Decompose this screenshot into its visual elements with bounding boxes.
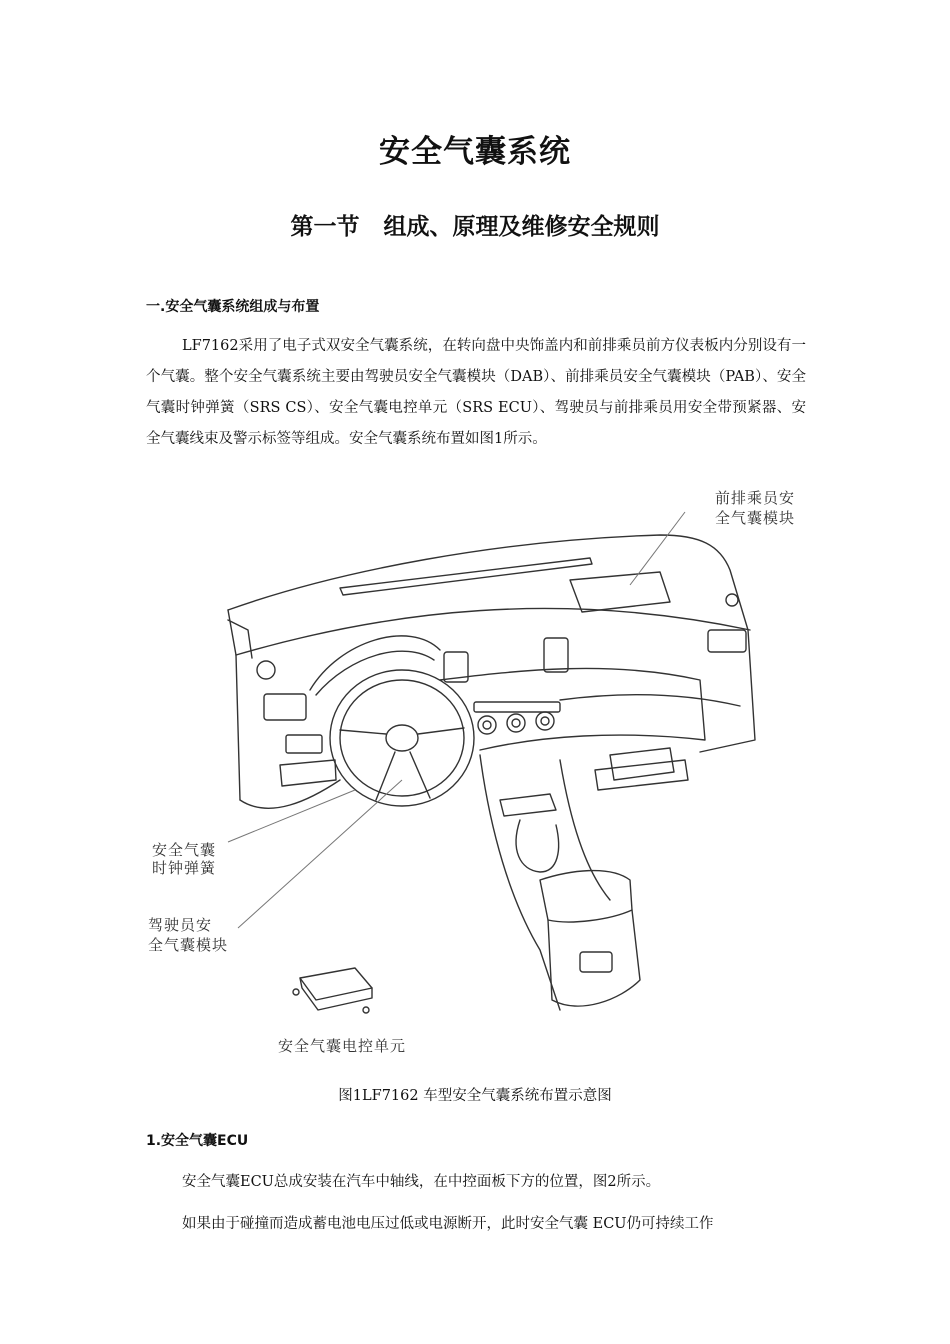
label-ecu: 安全气囊电控单元 [278, 1037, 407, 1055]
dashboard-illustration [140, 480, 820, 1060]
label-pab-line2: 全气囊模块 [715, 509, 796, 527]
heading-composition: 一.安全气囊系统组成与布置 [146, 299, 320, 315]
heading-airbag-ecu: 1.安全气囊ECU [146, 1133, 249, 1149]
ecu-backup-paragraph: 如果由于碰撞而造成蓄电池电压过低或电源断开，此时安全气囊 ECU仍可持续工作 [182, 1216, 714, 1232]
label-cs-line1: 安全气囊 [152, 841, 217, 859]
section-title: 第一节 组成、原理及维修安全规则 [290, 214, 660, 240]
airbag-layout-figure [140, 480, 820, 1060]
intro-paragraph: LF7162采用了电子式双安全气囊系统，在转向盘中央饰盖内和前排乘员前方仪表板内分别设有一个气囊。整个安全气囊系统主要由驾驶员安全气囊模块（DAB）、前排乘员安全气囊模块（PAB）、安全气囊时钟弹簧（SRS CS）、安全气囊电控单元（SRS ECU）、驾驶员与前排乘员用安全带预紧器、安全气囊线束及警示标签等组成。安全气囊系统布置如图1所示。 [146, 338, 806, 447]
label-pab-line1: 前排乘员安 [715, 489, 796, 507]
label-dab-line2: 全气囊模块 [148, 936, 229, 954]
page-title: 安全气囊系统 [379, 134, 571, 170]
figure-caption: 图1LF7162 车型安全气囊系统布置示意图 [338, 1088, 612, 1104]
label-dab-line1: 驾驶员安 [148, 916, 213, 934]
ecu-location-paragraph: 安全气囊ECU总成安装在汽车中轴线，在中控面板下方的位置，图2所示。 [182, 1174, 661, 1190]
label-cs-line2: 时钟弹簧 [152, 859, 217, 877]
